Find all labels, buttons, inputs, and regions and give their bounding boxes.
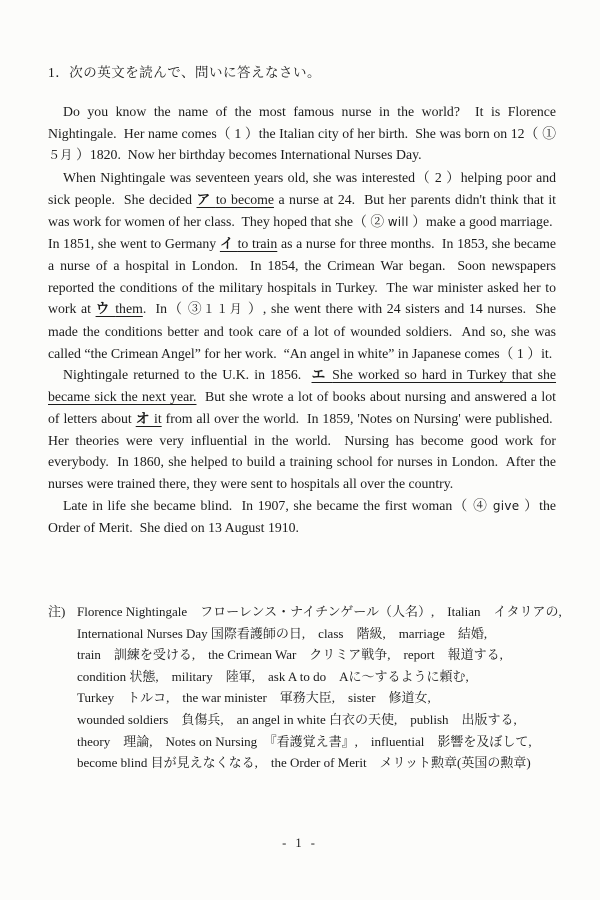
note-line: Florence Nightingale フローレンス・ナイチンゲール（人名）, Italian イタリアの,	[77, 604, 562, 619]
notes-list	[48, 601, 560, 774]
note-line: train 訓練を受ける, the Crimean War クリミア戦争, report 報道する,	[77, 647, 503, 663]
note-line: theory 理論, Notes on Nursing 『看護覚え書』, influential 影響を及ぼして,	[77, 733, 532, 749]
notes-section	[48, 601, 560, 774]
note-line: condition 状態, military 陸軍, ask A to do Aに～するように頼む,	[77, 668, 469, 684]
passage-paragraph-1: Do you know the name of the most famous nurse in the world? It is Florence Nightingale. Her name comes（ 1 ）the Italian city of her birth. She was born on 12（ ①５月 ）1820. Now her birthday becomes International Nurses Day.	[48, 104, 556, 163]
passage-paragraph-4: Late in life she became blind. In 1907, she became the first woman（ ④ give ）the Order of Merit. She died on 13 August 1910.	[48, 497, 556, 536]
note-line: International Nurses Day 国際看護師の日, class 階級, marriage 結婚,	[77, 625, 488, 641]
passage-paragraph-2: When Nightingale was seventeen years old, she was interested（ 2 ）helping poor and sick people. She decided ア to become a nurse at 24. But her parents didn't think that it was work for women of her class. They hoped that she（ ② will ）make a good marriage. In 1851, she went to Germany イ to train as a nurse for three months. In 1853, she became a nurse of a hospital in London. In 1854, the Crimean War began. Soon newspapers reported the conditions of the military hospitals in Turkey. The war minister asked her to work at ウ them. In（ ③１１月 ）, she went there with 24 sisters and 14 nurses. She made the conditions better and took care of a lot of wounded soldiers. And so, she was called “the Crimean Angel” for her work. “An angel in white” in Japanese comes（ 1 ）it.	[48, 170, 557, 361]
page-number: - 1 -	[282, 836, 318, 850]
passage-paragraph-3: Nightingale returned to the U.K. in 1856. エ She worked so hard in Turkey that she became sick the next year. But she wrote a lot of books about nursing and answered a lot of letters about オ it from all over the world. In 1859, 'Notes on Nursing' were published. Her theories were very influential in the world. Nursing has become good work for everybody. In 1860, she helped to build a training school for nurses in London. After the nurses were trained there, they were sent to hospitals all over the country.	[48, 367, 557, 491]
note-line: Turkey トルコ, the war minister 軍務大臣, sister 修道女,	[77, 690, 431, 706]
question-heading: 1．次の英文を読んで、問いに答えなさい。	[48, 65, 321, 80]
passage	[48, 101, 556, 539]
note-line: wounded soldiers 負傷兵, an angel in white 白衣の天使, publish 出版する,	[77, 711, 517, 727]
notes-label: 注)	[48, 604, 66, 619]
note-line: become blind 目が見えなくなる, the Order of Merit メリット勲章(英国の勲章)	[77, 755, 531, 771]
